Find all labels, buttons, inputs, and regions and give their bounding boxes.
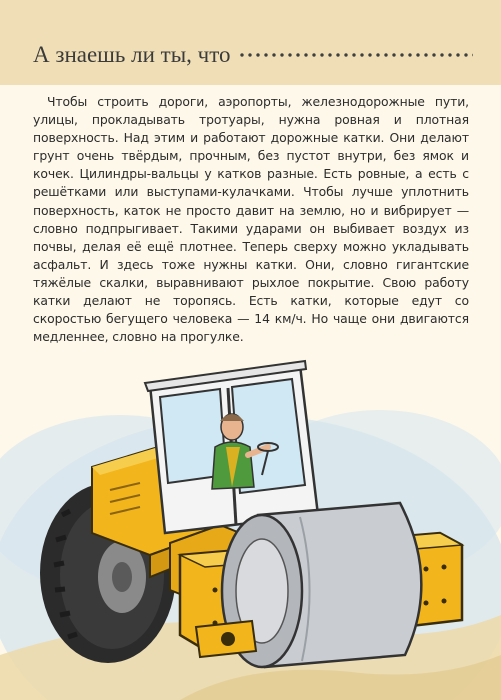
drum-side-frame (196, 621, 256, 657)
section-heading (33, 42, 473, 68)
heading-title: А знаешь ли ты, что (33, 42, 231, 67)
article-paragraph: Чтобы строить дороги, аэропорты, железнодорожные пути, улицы, прокладывать тротуары, нужна ровная и плотная поверхность. Над этим и работают дорожные катки. Они делают грунт очень твёрдым, прочным, без пустот внутри, без ямок и кочек. Цилиндры-вальцы у катков разные. Есть ровные, а есть с решётками или выступами-кулачками. Чтобы лучше уплотнить поверхность, каток не просто давит на землю, но и вибрирует — словно подпрыгивает. Такими ударами он выбивает воздух из почвы, делая её ещё плотнее. Теперь сверху можно укладывать асфальт. И здесь тоже нужны катки. Они, словно гигантские тяжёлые скалки, выравнивают рыхлое покрытие. Свою работу катки делают не торопясь. Есть катки, которые едут со скоростью бегущего человека — 14 км/ч. Но чаще они двигаются медленнее, словно на прогулке. (33, 94, 469, 345)
heading-dotted-rule (238, 52, 473, 58)
road-roller-illustration (0, 355, 501, 700)
